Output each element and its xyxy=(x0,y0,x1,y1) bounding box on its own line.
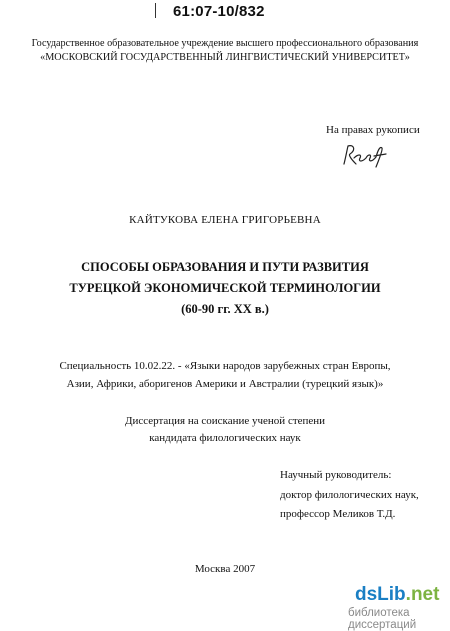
watermark-logo xyxy=(355,584,439,606)
watermark-brand-tld: .net xyxy=(405,584,440,605)
supervisor-name: профессор Меликов Т.Д. xyxy=(280,508,396,520)
watermark-brand-main: dsLib xyxy=(355,584,406,605)
supervisor-label: Научный руководитель: xyxy=(280,469,392,481)
degree-line-2: кандидата филологических наук xyxy=(149,432,301,444)
manuscript-rights-label: На правах рукописи xyxy=(326,124,420,136)
thesis-title-line-2: ТУРЕЦКОЙ ЭКОНОМИЧЕСКОЙ ТЕРМИНОЛОГИИ xyxy=(69,281,381,295)
watermark-subtitle: библиотека диссертаций xyxy=(348,607,417,631)
thesis-title-line-1: СПОСОБЫ ОБРАЗОВАНИЯ И ПУТИ РАЗВИТИЯ xyxy=(81,260,369,274)
handwritten-signature xyxy=(340,142,390,168)
thesis-title-period: (60-90 гг. XX в.) xyxy=(181,302,269,316)
supervisor-degree: доктор филологических наук, xyxy=(280,489,419,501)
city-year: Москва 2007 xyxy=(194,563,256,575)
institution-line-1: Государственное образовательное учреждение высшего профессионального образования xyxy=(31,38,419,49)
institution-line-2: «МОСКОВСКИЙ ГОСУДАРСТВЕННЫЙ ЛИНГВИСТИЧЕСКИЙ УНИВЕРСИТЕТ» xyxy=(40,52,410,63)
degree-line-1: Диссертация на соискание ученой степени xyxy=(124,415,326,427)
specialty-line-1: Специальность 10.02.22. - «Языки народов зарубежных стран Европы, xyxy=(59,360,391,372)
author-name: КАЙТУКОВА ЕЛЕНА ГРИГОРЬЕВНА xyxy=(129,214,321,226)
specialty-line-2: Азии, Африки, аборигенов Америки и Австралии (турецкий язык)» xyxy=(66,378,384,390)
library-stamp-code: 61:07-10/832 xyxy=(173,3,265,20)
stamp-bracket xyxy=(155,3,168,18)
